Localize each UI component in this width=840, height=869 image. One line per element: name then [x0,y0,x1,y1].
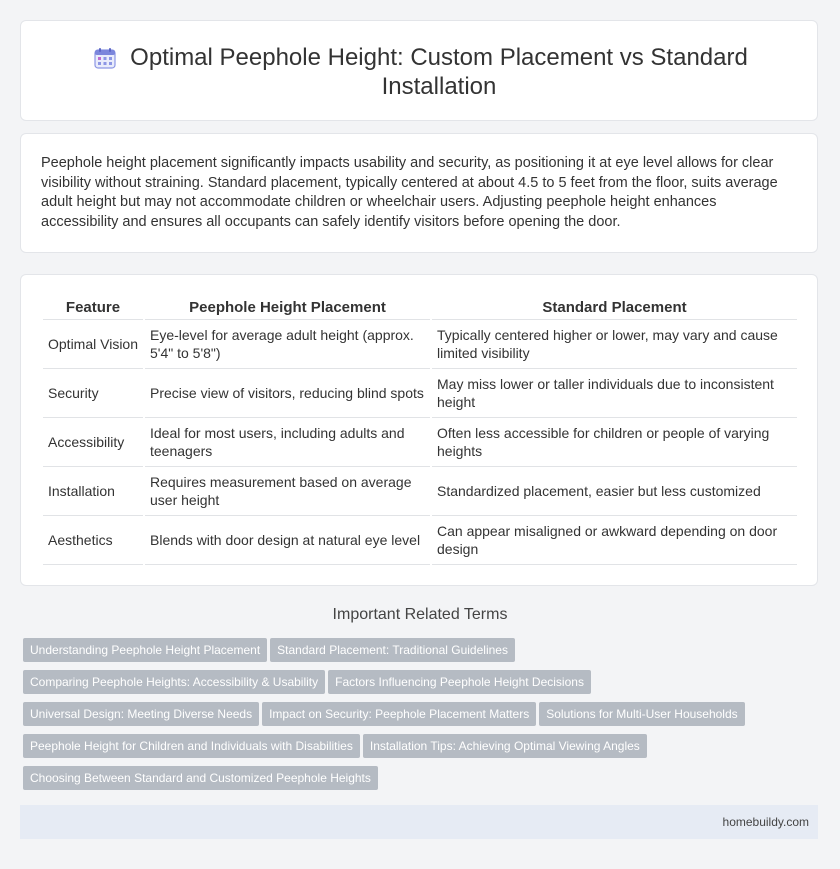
cell-feature: Optimal Vision [43,320,143,369]
cell-standard: Often less accessible for children or people of varying heights [432,418,797,467]
related-terms-title: Important Related Terms [332,606,508,623]
header-peephole-height: Peephole Height Placement [145,295,430,320]
cell-standard: May miss lower or taller individuals due to inconsistent height [432,369,797,418]
cell-peephole: Requires measurement based on average user height [145,467,430,516]
cell-feature: Security [43,369,143,418]
cell-feature: Aesthetics [43,516,143,565]
header-feature: Feature [43,295,143,320]
footer [20,805,818,839]
cell-peephole: Eye-level for average adult height (approx. 5'4" to 5'8") [145,320,430,369]
cell-feature: Installation [43,467,143,516]
table-row [43,516,797,565]
cell-feature: Accessibility [43,418,143,467]
related-term-tag[interactable]: Standard Placement: Traditional Guidelines [270,638,515,662]
table-row [43,467,797,516]
page-title: Optimal Peephole Height: Custom Placement vs Standard Installation [130,44,748,100]
header-standard-placement: Standard Placement [432,295,797,320]
related-term-tag[interactable]: Installation Tips: Achieving Optimal Viewing Angles [363,734,647,758]
cell-standard: Typically centered higher or lower, may vary and cause limited visibility [432,320,797,369]
related-terms-list [23,638,803,798]
related-term-tag[interactable]: Choosing Between Standard and Customized Peephole Heights [23,766,378,790]
table-row [43,418,797,467]
cell-standard: Standardized placement, easier but less customized [432,467,797,516]
related-term-tag[interactable]: Peephole Height for Children and Individuals with Disabilities [23,734,360,758]
related-term-tag[interactable]: Understanding Peephole Height Placement [23,638,267,662]
related-term-tag[interactable]: Impact on Security: Peephole Placement Matters [262,702,536,726]
related-term-tag[interactable]: Factors Influencing Peephole Height Decisions [328,670,591,694]
intro-paragraph: Peephole height placement significantly impacts usability and security, as positioning it at eye level allows for clear visibility without straining. Standard placement, typically centered at about 4.5 to 5 feet from the floor, suits average adult height but may not accommodate children or wheelchair users. Adjusting peephole height enhances accessibility and ensures all occupants can safely identify visitors before opening the door. [41,155,778,230]
related-term-tag[interactable]: Universal Design: Meeting Diverse Needs [23,702,259,726]
cell-peephole: Precise view of visitors, reducing blind spots [145,369,430,418]
intro-card [20,133,818,253]
comparison-table-card [20,274,818,586]
title-card [20,20,818,121]
cell-standard: Can appear misaligned or awkward depending on door design [432,516,797,565]
related-term-tag[interactable]: Solutions for Multi-User Households [539,702,744,726]
related-term-tag[interactable]: Comparing Peephole Heights: Accessibility & Usability [23,670,325,694]
table-row [43,320,797,369]
cell-peephole: Ideal for most users, including adults and teenagers [145,418,430,467]
cell-peephole: Blends with door design at natural eye level [145,516,430,565]
comparison-table [41,295,799,565]
table-header-row [43,295,797,320]
table-row [43,369,797,418]
footer-site-link[interactable]: homebuildy.com [722,815,809,829]
